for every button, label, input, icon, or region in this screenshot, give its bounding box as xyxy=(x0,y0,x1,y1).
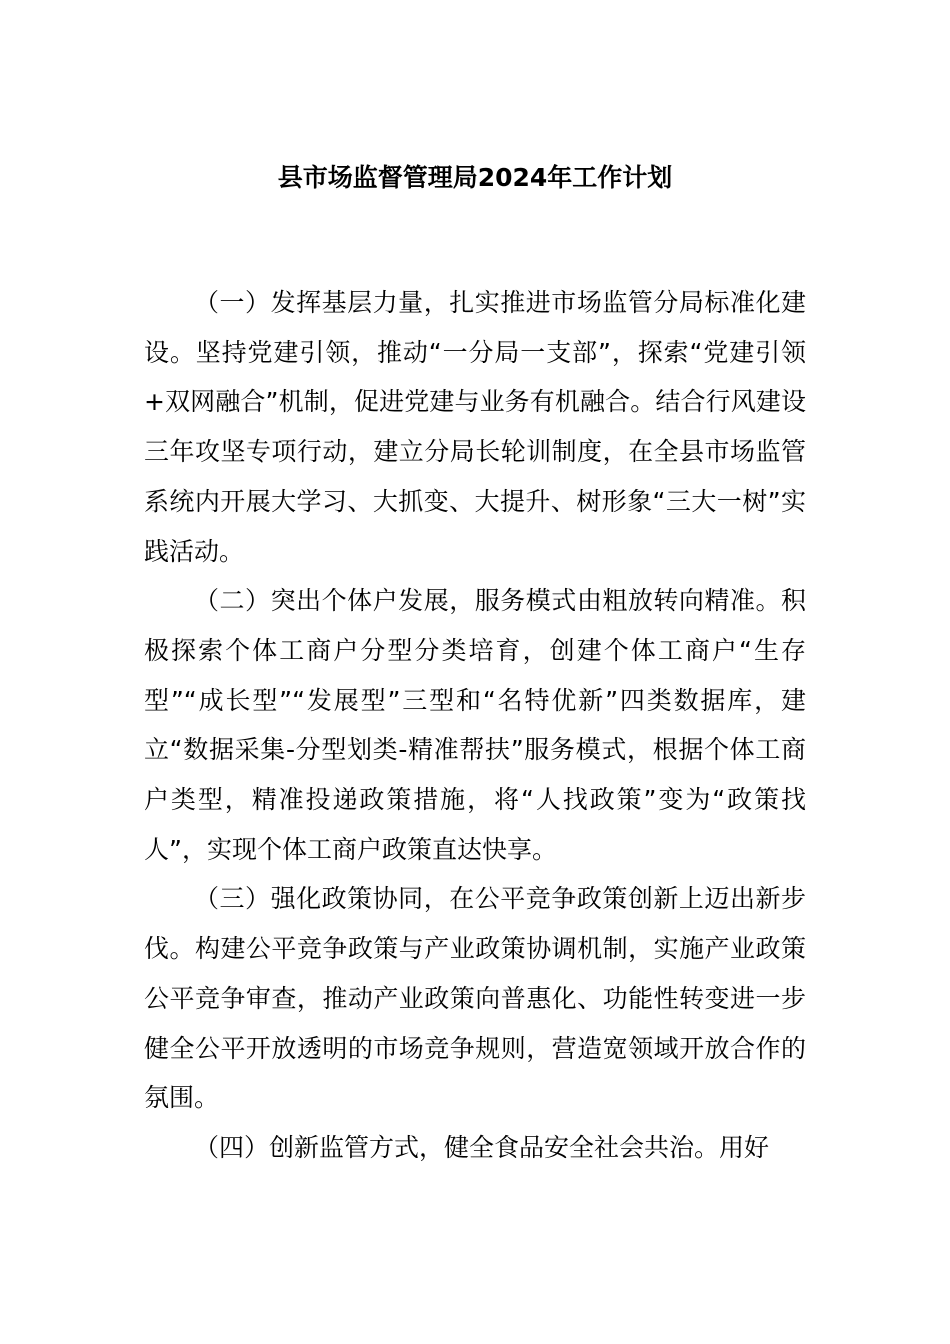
document-body xyxy=(144,278,806,1173)
paragraph-4: （四）创新监管方式，健全食品安全社会共治。用好 xyxy=(194,1132,770,1162)
document-title: 县市场监督管理局2024年工作计划 xyxy=(277,163,673,192)
paragraph-1: （一）发挥基层力量，扎实推进市场监管分局标准化建设。坚持党建引领，推动“一分局一支部”，探索“党建引领+双网融合”机制，促进党建与业务有机融合。结合行风建设三年攻坚专项行动，建立分局长轮训制度，在全县市场监管系统内开展大学习、大抓变、大提升、树形象“三大一树”实践活动。 xyxy=(144,288,806,566)
paragraph-3: （三）强化政策协同，在公平竞争政策创新上迈出新步伐。构建公平竞争政策与产业政策协调机制，实施产业政策公平竞争审查，推动产业政策向普惠化、功能性转变进一步健全公平开放透明的市场竞争规则，营造宽领域开放合作的氛围。 xyxy=(144,884,806,1113)
paragraph-2: （二）突出个体户发展，服务模式由粗放转向精准。积极探索个体工商户分型分类培育，创建个体工商户“生存型”“成长型”“发展型”三型和“名特优新”四类数据库，建立“数据采集-分型划类-精准帮扶”服务模式，根据个体工商户类型，精准投递政策措施，将“人找政策”变为“政策找人”，实现个体工商户政策直达快享。 xyxy=(144,586,806,864)
